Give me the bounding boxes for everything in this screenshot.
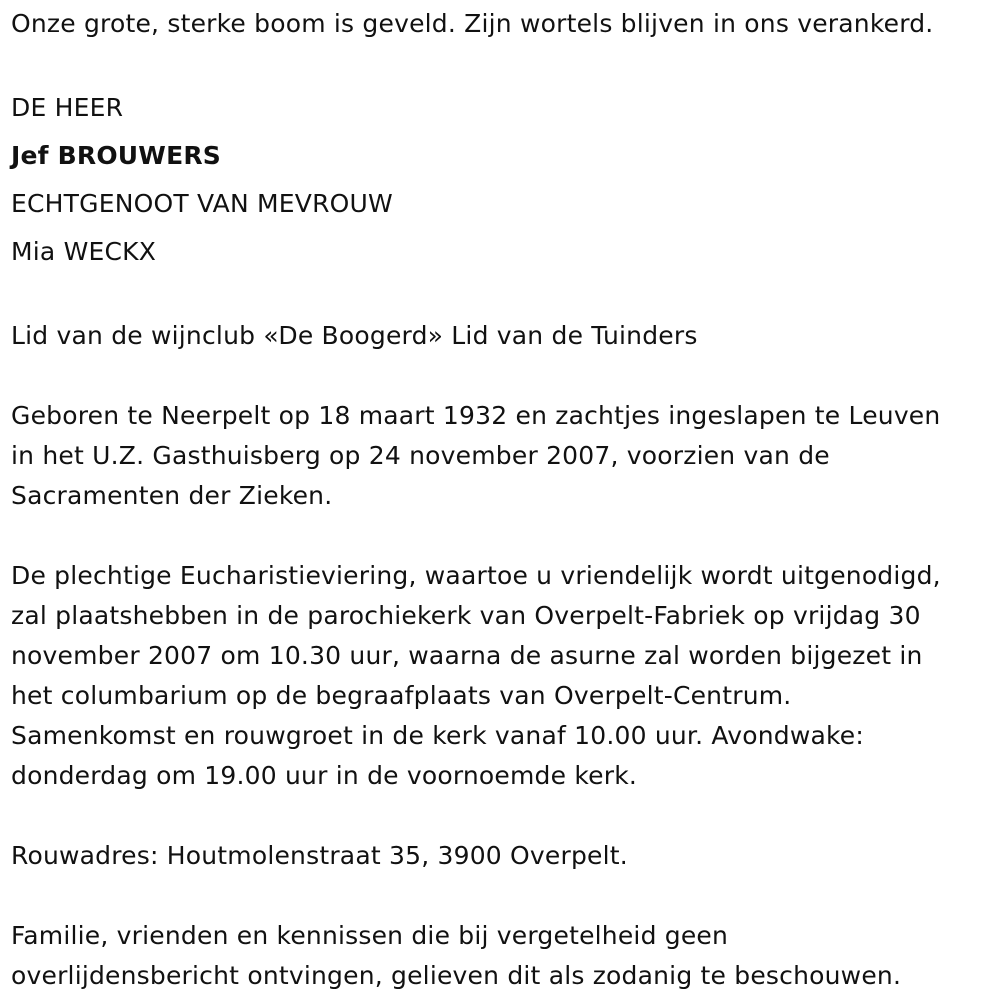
- obituary-notice: [11, 4, 996, 996]
- person-name: Jef BROUWERS: [11, 141, 222, 170]
- paragraph-line: in het U.Z. Gasthuisberg op 24 november 2007, voorzien van de: [11, 441, 830, 470]
- spacer: [11, 276, 996, 316]
- paragraph-line: De plechtige Eucharistieviering, waartoe u vriendelijk wordt uitgenodigd,: [11, 561, 941, 590]
- paragraph-line: overlijdensbericht ontvingen, gelieven dit als zodanig te beschouwen.: [11, 961, 902, 990]
- paragraph-line: november 2007 om 10.30 uur, waarna de asurne zal worden bijgezet in: [11, 641, 923, 670]
- birth-death-paragraph: [11, 396, 996, 516]
- person-prefix: DE HEER: [11, 93, 124, 122]
- ceremony-paragraph: [11, 556, 996, 796]
- spouse-name: Mia WECKX: [11, 237, 157, 266]
- paragraph-line: Sacramenten der Zieken.: [11, 481, 333, 510]
- paragraph-line: zal plaatshebben in de parochiekerk van Overpelt-Fabriek op vrijdag 30: [11, 601, 921, 630]
- spacer: [11, 516, 996, 556]
- spacer: [11, 356, 996, 396]
- paragraph-line: Familie, vrienden en kennissen die bij vergetelheid geen: [11, 921, 729, 950]
- person-block: [11, 84, 996, 276]
- person-relation: ECHTGENOOT VAN MEVROUW: [11, 189, 393, 218]
- paragraph-line: Samenkomst en rouwgroet in de kerk vanaf 10.00 uur. Avondwake:: [11, 721, 865, 750]
- intro-quote: Onze grote, sterke boom is geveld. Zijn wortels blijven in ons verankerd.: [11, 9, 934, 38]
- closing-paragraph: [11, 916, 996, 996]
- spacer: [11, 796, 996, 836]
- mourning-address: Rouwadres: Houtmolenstraat 35, 3900 Overpelt.: [11, 841, 628, 870]
- paragraph-line: het columbarium op de begraafplaats van Overpelt-Centrum.: [11, 681, 792, 710]
- spacer: [11, 44, 996, 84]
- paragraph-line: Geboren te Neerpelt op 18 maart 1932 en zachtjes ingeslapen te Leuven: [11, 401, 941, 430]
- memberships: Lid van de wijnclub «De Boogerd» Lid van de Tuinders: [11, 321, 698, 350]
- spacer: [11, 876, 996, 916]
- paragraph-line: donderdag om 19.00 uur in de voornoemde kerk.: [11, 761, 638, 790]
